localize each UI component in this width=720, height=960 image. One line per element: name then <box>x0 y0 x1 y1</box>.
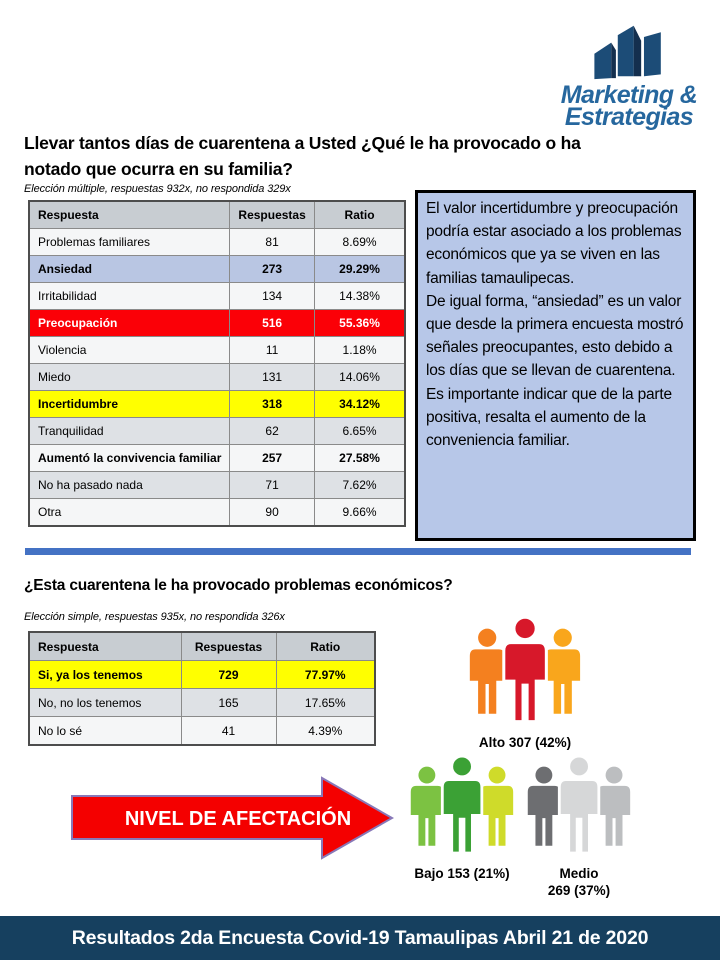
table-row <box>29 364 405 391</box>
group-bajo <box>407 755 517 882</box>
answer-cell: Si, ya los tenemos <box>29 661 181 689</box>
comment-paragraph-1: El valor incertidumbre y preocupación podría estar asociado a los problemas económicos que ya se viven en las familias tamaulipecas. <box>426 200 682 287</box>
answer-cell: No, no los tenemos <box>29 689 181 717</box>
answer-cell: Irritabilidad <box>29 283 230 310</box>
table-row <box>29 661 375 689</box>
group-alto-label: Alto 307 (42%) <box>478 735 572 750</box>
section-divider <box>25 548 691 555</box>
answer-cell: No lo sé <box>29 717 181 746</box>
group-medio-label-line2: 269 (37%) <box>547 883 611 898</box>
people-group-bajo-icon <box>410 755 514 856</box>
count-cell: 273 <box>230 256 314 283</box>
header-ratio: Ratio <box>314 201 405 229</box>
ratio-cell: 34.12% <box>314 391 405 418</box>
count-cell: 165 <box>181 689 276 717</box>
answer-cell: No ha pasado nada <box>29 472 230 499</box>
ratio-cell: 17.65% <box>276 689 375 717</box>
count-cell: 81 <box>230 229 314 256</box>
ratio-cell: 29.29% <box>314 256 405 283</box>
count-cell: 134 <box>230 283 314 310</box>
question2-title: ¿Esta cuarentena le ha provocado problemas económicos? <box>24 577 453 594</box>
ratio-cell: 7.62% <box>314 472 405 499</box>
logo-text-line1: Marketing & <box>560 81 698 109</box>
answer-cell: Incertidumbre <box>29 391 230 418</box>
header-respuesta: Respuesta <box>29 632 181 661</box>
answer-cell: Ansiedad <box>29 256 230 283</box>
answer-cell: Preocupación <box>29 310 230 337</box>
footer-bar <box>0 916 720 960</box>
logo-text-line2: Estrategias <box>564 103 694 131</box>
count-cell: 62 <box>230 418 314 445</box>
table-row <box>29 418 405 445</box>
count-cell: 318 <box>230 391 314 418</box>
question1-table <box>28 200 406 527</box>
count-cell: 11 <box>230 337 314 364</box>
question2-note: Elección simple, respuestas 935x, no respondida 326x <box>24 611 285 623</box>
answer-cell: Problemas familiares <box>29 229 230 256</box>
count-cell: 729 <box>181 661 276 689</box>
table-header-row <box>29 632 375 661</box>
ratio-cell: 27.58% <box>314 445 405 472</box>
answer-cell: Miedo <box>29 364 230 391</box>
group-alto <box>466 616 584 751</box>
answer-cell: Violencia <box>29 337 230 364</box>
ratio-cell: 4.39% <box>276 717 375 746</box>
footer-text: Resultados 2da Encuesta Covid-19 Tamaulipas Abril 21 de 2020 <box>71 927 649 949</box>
count-cell: 257 <box>230 445 314 472</box>
group-medio-label-line1: Medio <box>559 866 599 881</box>
affectation-arrow <box>70 775 395 861</box>
ratio-cell: 14.06% <box>314 364 405 391</box>
question1-note: Elección múltiple, respuestas 932x, no respondida 329x <box>24 183 291 195</box>
table-row <box>29 689 375 717</box>
people-group-alto-icon <box>469 616 581 725</box>
comment-paragraph-2: De igual forma, “ansiedad” es un valor que desde la primera encuesta mostró señales preocupantes, esto debido a los días que se llevan de cuarentena. <box>426 292 684 380</box>
comment-paragraph-3: Es importante indicar que de la parte positiva, resalta el aumento de la conveniencia familiar. <box>426 385 672 450</box>
table-row <box>29 499 405 527</box>
header-respuestas: Respuestas <box>181 632 276 661</box>
answer-cell: Otra <box>29 499 230 527</box>
ratio-cell: 6.65% <box>314 418 405 445</box>
table-row <box>29 229 405 256</box>
table-row <box>29 256 405 283</box>
header-respuesta: Respuesta <box>29 201 230 229</box>
table-row <box>29 717 375 746</box>
ratio-cell: 8.69% <box>314 229 405 256</box>
buildings-logo-icon <box>574 22 684 80</box>
table-row <box>29 472 405 499</box>
header-respuestas: Respuestas <box>230 201 314 229</box>
header-ratio: Ratio <box>276 632 375 661</box>
table-row <box>29 337 405 364</box>
arrow-label: NIVEL DE AFECTACIÓN <box>124 808 352 830</box>
answer-cell: Tranquilidad <box>29 418 230 445</box>
ratio-cell: 14.38% <box>314 283 405 310</box>
ratio-cell: 9.66% <box>314 499 405 527</box>
group-medio-label <box>523 865 635 899</box>
count-cell: 131 <box>230 364 314 391</box>
table-header-row <box>29 201 405 229</box>
table-row <box>29 283 405 310</box>
group-bajo-label: Bajo 153 (21%) <box>414 866 510 881</box>
right-arrow-icon <box>70 775 395 861</box>
answer-cell: Aumentó la convivencia familiar <box>29 445 230 472</box>
ratio-cell: 1.18% <box>314 337 405 364</box>
count-cell: 71 <box>230 472 314 499</box>
ratio-cell: 55.36% <box>314 310 405 337</box>
logo <box>545 22 713 131</box>
table-row <box>29 445 405 472</box>
question2-table <box>28 631 376 746</box>
count-cell: 41 <box>181 717 276 746</box>
count-cell: 516 <box>230 310 314 337</box>
question1-title: Llevar tantos días de cuarentena a Usted ¿Qué le ha provocado o ha notado que ocurra en su familia? <box>24 133 581 179</box>
group-medio <box>523 755 635 899</box>
table-row <box>29 310 405 337</box>
ratio-cell: 77.97% <box>276 661 375 689</box>
count-cell: 90 <box>230 499 314 527</box>
people-group-medio-icon <box>527 755 631 856</box>
table-row <box>29 391 405 418</box>
comment-box <box>415 190 696 541</box>
